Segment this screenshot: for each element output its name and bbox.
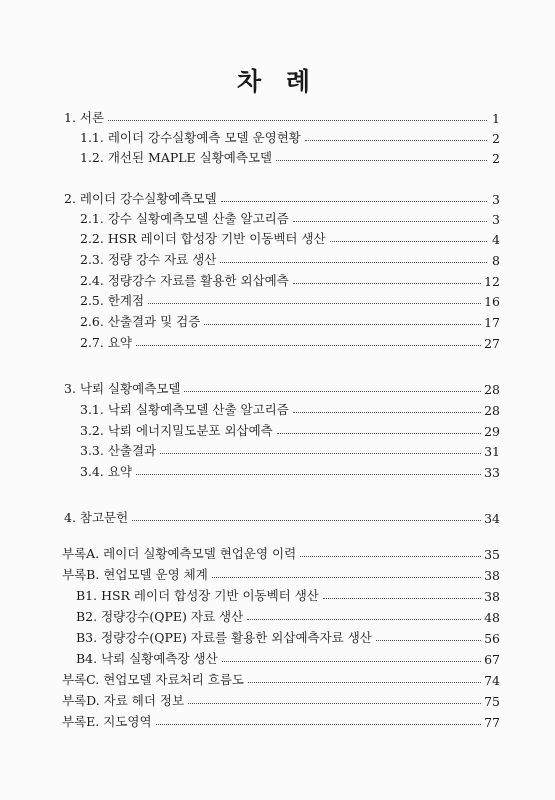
toc-entry[interactable] — [76, 605, 500, 625]
toc-entry-page: 34 — [484, 511, 500, 526]
leader-dots — [376, 639, 481, 641]
leader-dots — [108, 119, 487, 121]
toc-entry-label: 3. 낙뢰 실황예측모델 — [64, 381, 181, 396]
leader-dots — [293, 220, 487, 222]
leader-dots — [204, 323, 481, 325]
toc-entry-label: 3.2. 낙뢰 에너지밀도분포 외삽예측 — [80, 423, 273, 438]
toc-entry[interactable] — [76, 584, 500, 604]
toc-entry-page: 56 — [484, 631, 500, 646]
toc-entry-label: 2.4. 정량강수 자료를 활용한 외삽예측 — [80, 273, 289, 288]
leader-dots — [247, 618, 481, 620]
toc-entry-page: 12 — [484, 274, 500, 289]
toc-entry-label: B2. 정량강수(QPE) 자료 생산 — [76, 609, 244, 624]
toc-entry[interactable] — [80, 269, 500, 289]
leader-dots — [330, 240, 487, 242]
toc-entry[interactable] — [64, 187, 500, 207]
leader-dots — [188, 702, 481, 704]
toc-entry-page: 27 — [484, 336, 500, 351]
leader-dots — [136, 473, 481, 475]
toc-entry[interactable] — [62, 710, 500, 730]
toc-entry-label: 부록E. 지도영역 — [62, 714, 152, 729]
toc-entry[interactable] — [80, 248, 500, 268]
leader-dots — [184, 390, 481, 392]
leader-dots — [136, 344, 481, 346]
toc-entry-page: 2 — [492, 151, 500, 166]
leader-dots — [160, 452, 481, 454]
toc-entry-label: 3.4. 요약 — [80, 464, 132, 479]
toc-entry-label: 2.7. 요약 — [80, 335, 132, 350]
leader-dots — [276, 159, 487, 161]
toc-entry[interactable] — [64, 506, 500, 526]
toc-entry[interactable] — [80, 460, 500, 480]
toc-entry-label: 2.6. 산출결과 및 검증 — [80, 314, 201, 329]
toc-entry[interactable] — [80, 126, 500, 146]
toc-entry-page: 38 — [484, 589, 500, 604]
toc-entry-label: B1. HSR 레이더 합성장 기반 이동벡터 생산 — [76, 588, 319, 603]
leader-dots — [293, 282, 481, 284]
toc-entry-page: 28 — [484, 403, 500, 418]
toc-entry-page: 2 — [492, 131, 500, 146]
toc-entry-page: 3 — [492, 212, 500, 227]
toc-entry-label: B3. 정량강수(QPE) 자료를 활용한 외삽예측자료 생산 — [76, 630, 372, 645]
leader-dots — [221, 200, 487, 202]
toc-entry-page: 77 — [484, 715, 500, 730]
toc-entry-label: 부록D. 자료 헤더 정보 — [62, 693, 185, 708]
toc-entry-label: B4. 낙뢰 실황예측장 생산 — [76, 651, 218, 666]
toc-entry-page: 75 — [484, 694, 500, 709]
toc-entry[interactable] — [80, 439, 500, 459]
toc-entry-label: 1.2. 개선된 MAPLE 실황예측모델 — [80, 150, 273, 165]
toc-entry[interactable] — [62, 689, 500, 709]
toc-entry-label: 2. 레이더 강수실황예측모델 — [64, 191, 217, 206]
leader-dots — [132, 519, 481, 521]
toc-entry-page: 1 — [492, 111, 500, 126]
toc-entry-label: 4. 참고문헌 — [64, 510, 129, 525]
leader-dots — [300, 555, 481, 557]
toc-entry-label: 부록B. 현업모델 운영 체계 — [62, 567, 208, 582]
toc-entry[interactable] — [62, 563, 500, 583]
toc-entry-page: 35 — [484, 547, 500, 562]
toc-entry-label: 2.2. HSR 레이더 합성장 기반 이동벡터 생산 — [80, 231, 326, 246]
toc-entry-page: 29 — [484, 424, 500, 439]
leader-dots — [277, 432, 481, 434]
toc-entry[interactable] — [62, 542, 500, 562]
leader-dots — [212, 576, 481, 578]
leader-dots — [293, 411, 481, 413]
leader-dots — [305, 139, 487, 141]
toc-entry-page: 74 — [484, 673, 500, 688]
toc-entry[interactable] — [80, 227, 500, 247]
toc-entry[interactable] — [64, 106, 500, 126]
toc-entry[interactable] — [80, 289, 500, 309]
toc-entry[interactable] — [80, 419, 500, 439]
toc-entry-page: 48 — [484, 610, 500, 625]
toc-entry-label: 3.3. 산출결과 — [80, 443, 157, 458]
toc-entry[interactable] — [62, 668, 500, 688]
toc-entry-page: 8 — [492, 253, 500, 268]
toc-entry-label: 3.1. 낙뢰 실황예측모델 산출 알고리즘 — [80, 402, 289, 417]
toc-entry-label: 부록A. 레이더 실황예측모델 현업운영 이력 — [62, 546, 297, 561]
leader-dots — [323, 597, 481, 599]
toc-entry[interactable] — [80, 398, 500, 418]
toc-entry-label: 1. 서론 — [64, 110, 105, 125]
leader-dots — [148, 302, 481, 304]
toc-entry-page: 4 — [492, 232, 500, 247]
leader-dots — [156, 723, 482, 725]
toc-entry[interactable] — [80, 207, 500, 227]
toc-entry-page: 17 — [484, 315, 500, 330]
toc-entry-label: 2.5. 한계점 — [80, 293, 145, 308]
toc-entry-page: 28 — [484, 382, 500, 397]
toc-entry-page: 3 — [492, 192, 500, 207]
toc-entry-label: 부록C. 현업모델 자료처리 흐름도 — [62, 672, 244, 687]
leader-dots — [248, 681, 481, 683]
toc-entry[interactable] — [80, 310, 500, 330]
leader-dots — [220, 261, 487, 263]
toc-entry[interactable] — [64, 377, 500, 397]
toc-entry[interactable] — [80, 146, 500, 166]
leader-dots — [222, 660, 481, 662]
toc-entry-page: 16 — [484, 294, 500, 309]
toc-entry-label: 2.3. 정량 강수 자료 생산 — [80, 252, 217, 267]
toc-entry[interactable] — [80, 331, 500, 351]
page-title: 차 례 — [236, 67, 318, 96]
toc-entry-page: 38 — [484, 568, 500, 583]
toc-entry-label: 1.1. 레이더 강수실황예측 모델 운영현황 — [80, 130, 301, 145]
toc-entry-page: 31 — [484, 444, 500, 459]
toc-entry[interactable] — [76, 626, 500, 646]
toc-entry-page: 33 — [484, 465, 500, 480]
toc-entry-page: 67 — [484, 652, 500, 667]
toc-entry-label: 2.1. 강수 실황예측모델 산출 알고리즘 — [80, 211, 289, 226]
toc-entry[interactable] — [76, 647, 500, 667]
